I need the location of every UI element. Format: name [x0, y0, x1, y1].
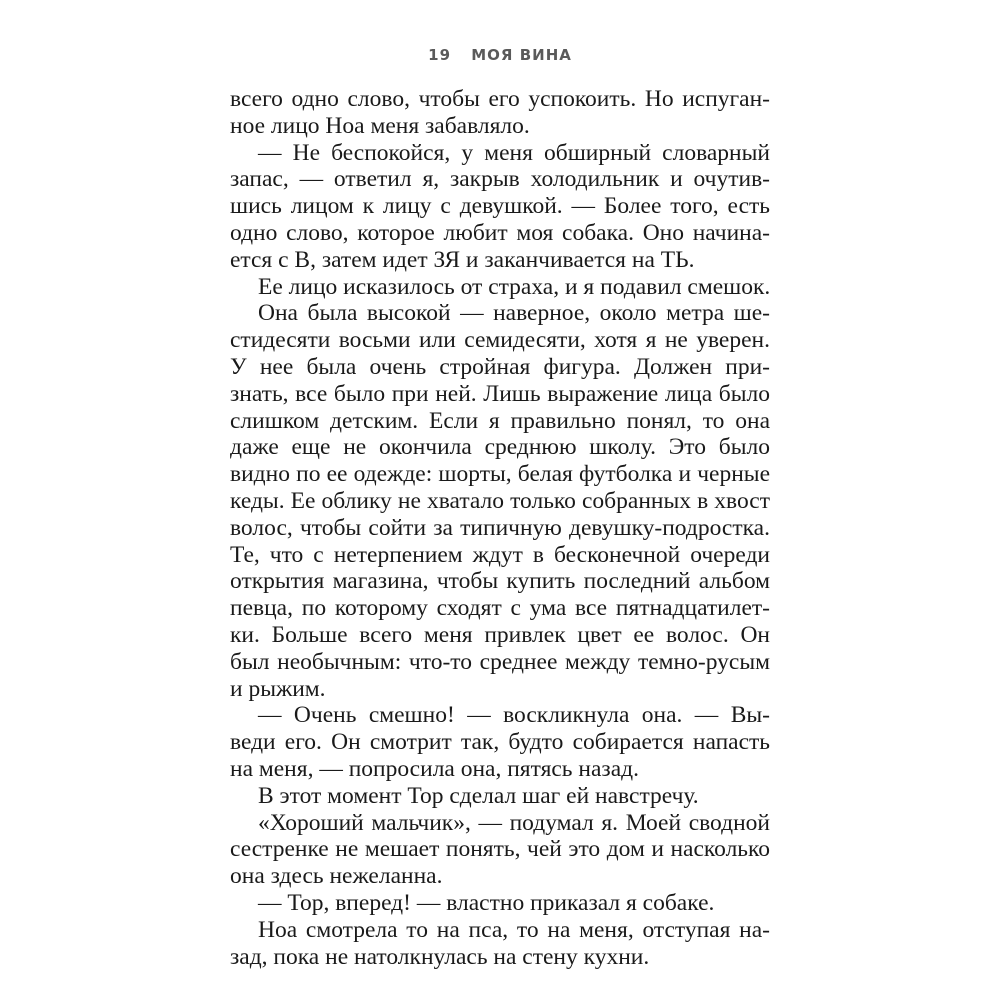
running-head — [0, 46, 1000, 64]
text-line: ется с В, затем идет ЗЯ и заканчивается на ТЬ. — [230, 246, 695, 273]
text-line: открытия магазина, чтобы купить последний альбом — [230, 568, 770, 595]
text-line: стидесяти восьми или семидесяти, хотя я не уверен. — [230, 327, 770, 354]
text-line: — Очень смешно! — воскликнула она. — Вы- — [258, 702, 770, 729]
text-line: У нее была очень стройная фигура. Должен при- — [230, 353, 770, 380]
book-title: МОЯ ВИНА — [471, 46, 572, 64]
text-line: зад, пока не натолкнулась на стену кухни. — [230, 943, 650, 970]
text-line: — Тор, вперед! — властно приказал я собаке. — [258, 889, 715, 916]
text-line: она здесь нежеланна. — [230, 863, 443, 890]
text-line: певца, по которому сходят с ума все пятнадцатилет- — [230, 595, 770, 622]
text-line: В этот момент Тор сделал шаг ей навстречу. — [258, 782, 699, 809]
text-line: «Хороший мальчик», — подумал я. Моей сводной — [258, 809, 770, 836]
text-line: даже еще не окончила среднюю школу. Это было — [230, 434, 770, 461]
text-line: и рыжим. — [230, 675, 326, 702]
text-line: видно по ее одежде: шорты, белая футболка и черные — [230, 461, 770, 488]
text-line: — Не беспокойся, у меня обширный словарный — [258, 139, 770, 166]
text-line: веди его. Он смотрит так, будто собирается напасть — [230, 729, 770, 756]
text-line: ное лицо Ноа меня забавляло. — [230, 112, 530, 139]
text-line: Те, что с нетерпением ждут в бесконечной очереди — [230, 541, 770, 568]
text-line: одно слово, которое любит моя собака. Оно начина- — [230, 219, 770, 246]
text-line: всего одно слово, чтобы его успокоить. Но испуган- — [230, 86, 770, 112]
text-line: шись лицом к лицу с девушкой. — Более того, есть — [230, 193, 770, 220]
text-line: кеды. Ее облику не хватало только собранных в хвост — [230, 487, 770, 514]
text-line: Она была высокой — наверное, около метра ше- — [258, 300, 770, 327]
text-line: запас, — ответил я, закрыв холодильник и очутив- — [230, 166, 770, 193]
text-line: ки. Больше всего меня привлек цвет ее волос. Он — [230, 621, 770, 648]
text-line: Ее лицо исказилось от страха, и я подавил смешок. — [258, 273, 770, 300]
body-text — [230, 86, 770, 970]
text-line: волос, чтобы сойти за типичную девушку-подростка. — [230, 514, 770, 541]
text-line: на меня, — попросила она, пятясь назад. — [230, 755, 639, 782]
page-number: 19 — [428, 46, 452, 64]
text-line: сестренке не мешает понять, чей это дом и насколько — [230, 836, 770, 863]
text-line: Ноа смотрела то на пса, то на меня, отступая на- — [258, 916, 770, 943]
text-line: знать, все было при ней. Лишь выражение лица было — [230, 380, 770, 407]
text-line: был необычным: что-то среднее между темно-русым — [230, 648, 770, 675]
text-line: слишком детским. Если я правильно понял, то она — [230, 407, 770, 434]
